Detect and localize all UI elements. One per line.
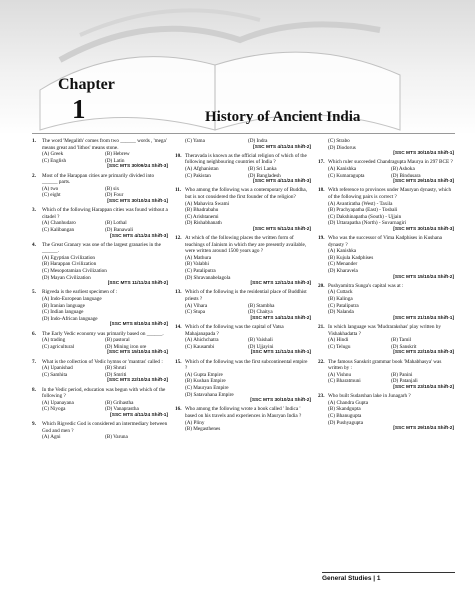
answer-option: (D) Kharavela <box>328 268 358 275</box>
answer-option: (D) Smriti <box>105 371 127 378</box>
exam-source-tag: [SSC MTS 30/10/24 Shift-3] <box>393 226 454 232</box>
answer-option: (C) Mesopotamian Civilization <box>42 268 107 275</box>
answer-option: (C) Pakistan <box>185 172 211 179</box>
question-text: Which of the following was the first subcontinental empire ? <box>185 358 308 372</box>
answer-option: (C) Telugu <box>328 343 351 350</box>
question-number: 17. <box>318 159 325 166</box>
exam-source-tag: [SSC MTS 29/10/24 Shift-3] <box>393 179 454 185</box>
answer-option: (C) agricultural <box>42 343 75 350</box>
question-text: Which of the following was the capital of Vatsa Mahajanapada ? <box>185 324 284 337</box>
answer-option: (A) Egyptian Civilization <box>42 254 96 261</box>
answer-options <box>318 289 454 315</box>
answer-option: (B) Megasthenes <box>185 426 221 433</box>
answer-option: (A) trading <box>42 337 66 344</box>
exam-source-tag: [SSC MTS 15/10/24 Shift-2] <box>393 274 454 280</box>
question-text: Most of the Harappan cities are primarily divided into ______ parts. <box>42 172 155 186</box>
question-number: 16. <box>175 406 182 413</box>
question-number: 21. <box>318 324 325 330</box>
answer-option: (D) Satavahana Empire <box>185 391 234 398</box>
exam-source-tag: [SSC MTS 30/10/24 Shift-1] <box>393 151 454 157</box>
question-number: 5. <box>32 289 36 296</box>
exam-source-tag: [SSC MTS 11/11/24 Shift-2] <box>107 281 168 287</box>
question-item <box>32 331 168 357</box>
answer-option: (B) six <box>105 185 120 192</box>
question-text: Who among the following wrote a book called ' Indica ' based on his travels and experiences in Mauryan India ? <box>185 406 302 419</box>
answer-options <box>32 186 168 199</box>
answer-option: (B) Prachyapatha (East) - Tosbali <box>328 207 398 214</box>
answer-option: (A) Greek <box>42 151 64 158</box>
chapter-title: History of Ancient India <box>205 109 361 125</box>
question-item <box>318 138 454 158</box>
question-item <box>318 324 454 357</box>
answer-option: (C) Kumaragupta <box>328 172 365 179</box>
answer-option: (C) Bhanugupta <box>328 412 362 419</box>
question-number: 18. <box>318 187 325 194</box>
answer-options <box>175 201 311 227</box>
question-item <box>318 393 454 433</box>
answer-options <box>175 255 311 281</box>
answer-option: (C) eight <box>42 192 61 199</box>
answer-option: (A) Mathura <box>185 254 212 261</box>
answer-options <box>32 400 168 413</box>
question-item <box>318 283 454 323</box>
exam-source-tag: [SSC MTS 21/10/24 Shift-1] <box>393 315 454 321</box>
header-divider <box>32 133 455 134</box>
answer-option: (B) Harappan Civilization <box>42 261 97 268</box>
answer-option: (A) Kanishka <box>328 248 357 255</box>
question-text: Which ruler succeeded Chandragupta Maurya in 297 BCE ? <box>328 159 453 166</box>
answer-options <box>32 337 168 350</box>
question-number: 23. <box>318 393 325 400</box>
question-item <box>175 359 311 405</box>
exam-source-tag: [SSC MTS 22/10/24 Shift-2] <box>107 378 168 384</box>
answer-option: (B) Varuna <box>105 434 128 441</box>
question-text: In the Vedic period, education was begun with which of the following ? <box>42 386 166 400</box>
exam-source-tag: [SSC MTS 4/11/24 Shift-3] <box>253 179 311 185</box>
question-item <box>318 159 454 185</box>
answer-option: (A) Upanishad <box>42 365 73 372</box>
exam-source-tag: [SSC MTS 23/10/24 Shift-2] <box>393 384 454 390</box>
exam-source-tag: [SSC MTS 14/11/24 Shift-2] <box>250 315 311 321</box>
page-footer: General Studies | 1 <box>322 575 381 582</box>
question-text: The word 'Megalith' comes from two ______ words , 'mega' means great and 'lithos' means stone. <box>42 138 167 151</box>
answer-options <box>318 166 454 179</box>
question-item <box>318 187 454 233</box>
answer-option: (D) Ujjayini <box>248 343 274 350</box>
question-number: 13. <box>175 289 182 296</box>
answer-option: (D) Indo-African language <box>42 315 98 322</box>
answer-option: (B) Sri Lanka <box>248 165 277 172</box>
answer-option: (B) Lothal <box>105 220 127 227</box>
answer-options <box>175 303 311 316</box>
exam-source-tag: [SSC MTS 8/10/24 Shift-2] <box>109 322 168 328</box>
question-item <box>175 324 311 357</box>
question-item <box>175 138 311 151</box>
question-item <box>32 207 168 240</box>
answer-option: (A) Hindi <box>328 337 349 344</box>
answer-option: (C) Kalibangan <box>42 226 75 233</box>
answer-option: (B) Tamil <box>391 337 412 344</box>
question-number: 7. <box>32 358 36 365</box>
chapter-label: Chapter <box>58 76 115 93</box>
answer-option: (D) Vanaprastha <box>105 406 139 413</box>
answer-option: (B) Panini <box>391 371 413 378</box>
exam-source-tag: [SSC MTS 4/11/24 Shift-1] <box>110 412 168 418</box>
answer-option: (A) Vihara <box>185 302 208 309</box>
answer-option: (D) Nalanda <box>328 309 354 316</box>
answer-option: (B) Kujula Kadphises <box>328 254 374 261</box>
answer-option: (A) Ahichchatra <box>185 337 219 344</box>
question-text: Which of the following is the residential place of Buddhist priests ? <box>185 289 307 303</box>
answer-option: (C) Indian language <box>42 309 84 316</box>
answer-option: (C) Dakshinapatha (South) - Ujjain <box>328 213 402 220</box>
exam-source-tag: [SSC MTS 30/10/24 Shift-1] <box>107 198 168 204</box>
exam-source-tag: [SSC MTS 30/09/24 Shift-3] <box>107 164 168 170</box>
answer-option: (C) Pataliputra <box>328 302 359 309</box>
footer-rule <box>322 572 455 573</box>
question-item <box>32 289 168 329</box>
answer-options <box>175 337 311 350</box>
question-item <box>175 406 311 432</box>
answer-options <box>318 248 454 274</box>
chapter-header-banner <box>0 0 475 135</box>
question-column-3 <box>318 138 454 434</box>
exam-source-tag: [SSC MTS 4/11/24 Shift-2] <box>253 144 311 150</box>
answer-option: (D) Banawali <box>105 226 134 233</box>
answer-option: (D) Bindusara <box>391 172 421 179</box>
answer-option: (D) Latin <box>105 157 125 164</box>
answer-option: (A) two <box>42 185 59 192</box>
answer-option: (C) Bharatmuni <box>328 378 361 385</box>
question-text: Who among the following was a contemporary of Buddha, but is not considered the first founder of the religion? <box>185 187 308 200</box>
answer-option: (C) Pataliputra <box>185 268 216 275</box>
answer-option: (B) pastoral <box>105 337 130 344</box>
answer-option: (B) Stambha <box>248 302 275 309</box>
answer-option: (C) Arishtanemi <box>185 213 219 220</box>
question-number: 9. <box>32 421 36 428</box>
answer-option: (B) Kushan Empire <box>185 378 226 385</box>
question-text: Theravada is known as the official religion of which of the following neighbouring countries of India ? <box>185 152 307 166</box>
question-item <box>32 421 168 441</box>
question-number: 3. <box>32 207 36 214</box>
question-text: In which language was 'Mudrarakshas' play written by Vishakhadatta ? <box>328 324 441 337</box>
answer-options <box>32 220 168 233</box>
answer-option: (A) Afghanistan <box>185 165 219 172</box>
answer-option: (D) Rishabhanath <box>185 220 222 227</box>
question-text: Who built Sudarshan lake in Junagarh ? <box>328 393 411 400</box>
answer-option: (C) Mauryan Empire <box>185 384 229 391</box>
exam-source-tag: [SSC MTS 30/10/24 Shift-2] <box>250 398 311 404</box>
answer-option: (B) Bhadrabahu <box>185 207 219 214</box>
answer-options <box>175 372 311 398</box>
question-number: 11. <box>175 187 182 194</box>
question-text: What is the collection of Vedic hymns or 'mantras' called : <box>42 358 163 365</box>
question-text: The Early Vedic economy was primarily based on ______. <box>42 330 164 337</box>
question-text: Who was the successor of Vima Kadphises in Kushana dynasty ? <box>328 235 442 248</box>
answer-option: (D) Patanjali <box>391 378 418 385</box>
question-column-1 <box>32 138 168 442</box>
answer-option: (B) Vaishali <box>248 337 273 344</box>
answer-options <box>175 138 311 145</box>
exam-source-tag: [SSC MTS 29/10/24 Shift-2] <box>393 426 454 432</box>
question-item <box>318 359 454 392</box>
answer-option: (A) Chanhudaro <box>42 220 76 227</box>
exam-source-tag: [SSC MTS 12/11/24 Shift-3] <box>250 281 311 287</box>
answer-options <box>32 255 168 281</box>
question-text: Which of the following Harappan cities was found without a citadel ? <box>42 207 168 220</box>
question-item <box>175 187 311 233</box>
answer-option: (D) Diodorus <box>328 144 356 151</box>
answer-option: (B) Kalinga <box>328 296 353 303</box>
answer-option: (B) Valabhi <box>185 261 209 268</box>
answer-options <box>175 166 311 179</box>
chapter-number: 1 <box>72 94 86 124</box>
question-number: 22. <box>318 358 325 365</box>
question-number: 12. <box>175 235 182 242</box>
answer-options <box>32 434 168 441</box>
question-item <box>175 235 311 288</box>
answer-option: (B) Iranian language <box>42 302 85 309</box>
answer-option: (A) Vishnu <box>328 371 352 378</box>
question-number: 2. <box>32 172 36 179</box>
question-item <box>32 387 168 420</box>
answer-option: (A) Chandra Gupta <box>328 399 369 406</box>
answer-option: (B) Skandgupta <box>328 406 361 413</box>
question-number: 6. <box>32 330 36 337</box>
question-item <box>32 242 168 288</box>
question-number: 10. <box>175 152 182 159</box>
question-number: 19. <box>318 235 325 242</box>
answer-option: (D) Sanskrit <box>391 343 417 350</box>
question-text: At which of the following places the written form of teachings of Jainism in which they are presently available, were written around 1500 years ago ? <box>185 235 307 255</box>
question-text: The famous Sanskrit grammar book 'Mahabhasya' was written by : <box>328 358 442 372</box>
exam-source-tag: [SSC MTS 4/11/24 Shift-3] <box>110 233 168 239</box>
question-number: 4. <box>32 241 36 248</box>
question-item <box>175 289 311 322</box>
answer-options <box>318 372 454 385</box>
question-column-2 <box>175 138 311 434</box>
answer-option: (A) Mahavira Swami <box>185 200 230 207</box>
answer-options <box>32 151 168 164</box>
question-item <box>32 173 168 206</box>
exam-source-tag: [SSC MTS 15/10/24 Shift-1] <box>107 350 168 356</box>
answer-options <box>32 365 168 378</box>
answer-option: (C) Yama <box>185 138 205 144</box>
answer-options <box>318 400 454 426</box>
answer-option: (C) Samhita <box>42 371 68 378</box>
answer-option: (D) Mining iron ore <box>105 343 147 350</box>
answer-options <box>318 138 454 151</box>
answer-option: (C) Stupa <box>185 309 206 316</box>
answer-option: (D) Chaitya <box>248 309 273 316</box>
answer-option: (C) Niyoga <box>42 406 66 413</box>
question-text: Pushyamitra Sunga's capital was at : <box>328 282 404 289</box>
answer-option: (D) Indra <box>248 138 268 144</box>
answer-option: (C) Menander <box>328 261 358 268</box>
question-item <box>32 359 168 385</box>
question-text: Which Rigvedic God is considered an intermediary between God and men ? <box>42 421 168 434</box>
answer-option: (D) Bangladesh <box>248 172 281 179</box>
answer-option: (C) English <box>42 157 67 164</box>
answer-option: (B) Ashoka <box>391 165 415 172</box>
answer-option: (D) Shravanabelagola <box>185 274 231 281</box>
answer-option: (D) Mayan Civilization <box>42 274 91 281</box>
answer-option: (D) Four <box>105 192 124 199</box>
question-item <box>175 153 311 186</box>
question-item <box>318 235 454 281</box>
answer-option: (D) Pushyagupta <box>328 419 364 426</box>
exam-source-tag: [SSC MTS 11/11/24 Shift-1] <box>250 350 311 356</box>
question-number: 15. <box>175 358 182 365</box>
answer-option: (C) Strabo <box>328 138 350 144</box>
answer-option: (B) Hebrew <box>105 151 130 158</box>
answer-option: (D) Uttarapatha (North) - Suvarnagiri <box>328 220 407 227</box>
answer-option: (A) Gupta Empire <box>185 371 223 378</box>
exam-source-tag: [SSC MTS 5/11/24 Shift-2] <box>253 226 311 232</box>
question-item <box>32 138 168 171</box>
answer-option: (B) Shruti <box>105 365 126 372</box>
answer-options <box>318 201 454 227</box>
answer-option: (A) Pliny <box>185 419 205 426</box>
question-number: 8. <box>32 386 36 393</box>
question-text: Rigveda is the earliest specimen of : <box>42 289 118 296</box>
answer-option: (A) Kanishka <box>328 165 357 172</box>
exam-source-tag: [SSC MTS 22/10/24 Shift-3] <box>393 350 454 356</box>
question-number: 14. <box>175 324 182 330</box>
answer-options <box>32 296 168 322</box>
answer-option: (C) Kausambi <box>185 343 215 350</box>
answer-option: (A) Cuttack <box>328 289 353 296</box>
question-number: 1. <box>32 138 36 144</box>
answer-options <box>175 420 311 433</box>
answer-option: (A) Indo-European language <box>42 296 102 303</box>
question-text: With reference to provinces under Mauryan dynasty, which of the following pairs is correct ? <box>328 187 452 200</box>
answer-option: (A) Avantiratha (West) - Taxila <box>328 200 393 207</box>
question-text: The Great Granary was one of the largest granaries in the ______. <box>42 241 161 255</box>
answer-option: (B) Grihastha <box>105 399 134 406</box>
answer-option: (A) Agni <box>42 434 61 441</box>
question-number: 20. <box>318 282 325 289</box>
answer-options <box>318 337 454 350</box>
answer-option: (A) Upanayana <box>42 399 74 406</box>
